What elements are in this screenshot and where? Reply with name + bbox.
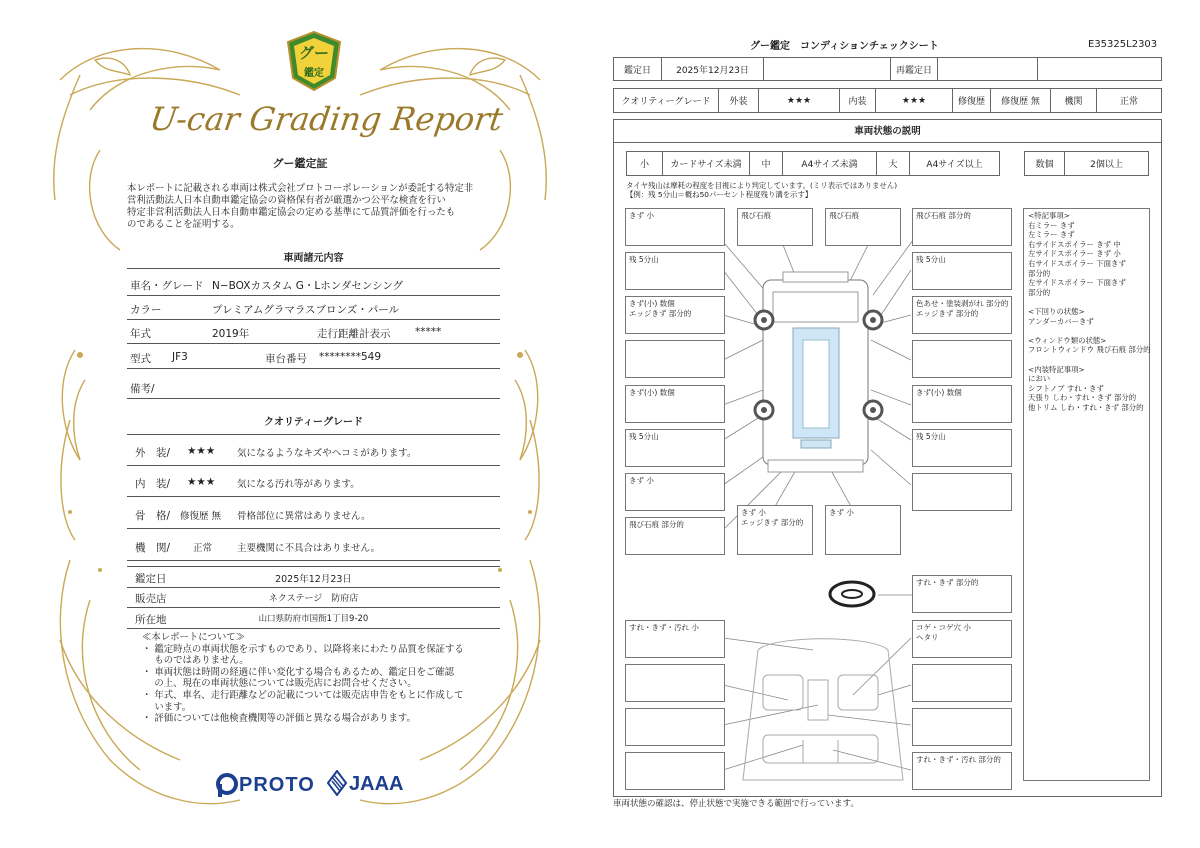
quality-label: 外 装/: [135, 447, 171, 459]
sheet-footer: 車両状態の確認は、停止状態で実施できる範囲で行っています。: [613, 799, 859, 809]
damage-label-box: 飛び石痕: [825, 208, 901, 246]
tire-label-box: 残 5分山: [625, 429, 725, 467]
damage-label-box-empty: [912, 340, 1012, 378]
spec-value: プレミアムグラマラスブロンズ・パール: [212, 304, 400, 316]
quality-row-engine: [127, 535, 500, 561]
jaaa-mark-icon: [327, 770, 347, 796]
intro-line: 営利活動法人日本自動車鑑定協会の資格保有者が厳選かつ公平な検査を行い: [127, 195, 446, 206]
repair-value: 修復歴 無: [991, 89, 1051, 112]
condition-section-title: 車両状態の説明: [854, 126, 921, 137]
damage-label-box: [625, 296, 725, 334]
interior-label-box: すれ・きず・汚れ 部分的: [912, 752, 1012, 790]
damage-label-box: [737, 505, 813, 555]
info-value: 山口県防府市国衙1丁目9-20: [258, 614, 369, 624]
quality-rating: 修復歴 無: [180, 511, 222, 522]
spec-label: 型式: [130, 353, 151, 365]
spec-value: N−BOXカスタム G・Lホンダセンシング: [212, 280, 404, 292]
date-row: [613, 57, 1162, 81]
divider: [127, 434, 500, 435]
info-row-date: [127, 566, 500, 588]
damage-label-line: きず 小: [741, 508, 766, 517]
size-large-desc: A4サイズ以上: [926, 160, 983, 170]
exterior-label: 外装: [719, 89, 759, 112]
damage-label-box: きず(小) 数個: [625, 385, 725, 423]
note-line: 他トリム しわ・すれ・きず 部分的: [1028, 402, 1144, 412]
engine-value: 正常: [1119, 97, 1138, 107]
steering-wheel-icon: [830, 582, 874, 606]
size-large-label: 大: [877, 152, 910, 175]
spec-row-remarks: [127, 376, 500, 399]
date-label: 鑑定日: [614, 58, 662, 80]
car-interior-icon: [743, 639, 903, 780]
count-label: 数個: [1025, 152, 1065, 175]
note-line: 天張り しわ・すれ・きず 部分的: [1028, 393, 1137, 403]
note-line: 右ミラー きず: [1028, 220, 1075, 230]
note-line: <ウィンドウ類の状態>: [1028, 335, 1107, 345]
note-line: 左サイドスポイラー きず 小: [1028, 249, 1121, 259]
damage-label-box: きず 小: [825, 505, 901, 555]
spec-section-title: 車両諸元内容: [283, 253, 344, 264]
exterior-rating: ★★★: [759, 89, 840, 112]
date-blank: [764, 58, 891, 80]
note-line: フロントウィンドウ 飛び石痕 部分的: [1028, 345, 1151, 355]
badge-bottom-text: 鑑定: [304, 68, 324, 79]
interior-label-box-empty: [625, 752, 725, 790]
size-legend: [626, 151, 1000, 176]
interior-label-box-empty: [625, 664, 725, 702]
quality-label: 機 関/: [135, 542, 171, 554]
size-small-desc: カードサイズ未満: [663, 152, 750, 175]
damage-label-box: きず(小) 数個: [912, 385, 1012, 423]
sheet-code: E35325L2303: [1088, 39, 1158, 50]
quality-text: 骨格部位に異常はありません。: [237, 511, 371, 522]
note-line: アンダーカバーきず: [1028, 316, 1094, 326]
spec-label: 車台番号: [265, 353, 307, 365]
interior-rating: ★★★: [876, 89, 953, 112]
interior-label: 内装: [840, 89, 876, 112]
damage-label-line: 色あせ・塗装剥がれ 部分的: [916, 299, 1009, 308]
damage-label-box-empty: [912, 473, 1012, 511]
report-notes: [142, 632, 502, 725]
damage-label-line: きず(小) 数個: [629, 299, 675, 308]
quality-row-exterior: [127, 440, 500, 466]
redate-blank: [1038, 58, 1161, 80]
spec-value: JF3: [172, 351, 188, 363]
note-line: 部分的: [1028, 287, 1051, 297]
quality-section-title: クオリティーグレード: [264, 417, 363, 428]
jaaa-text: JAAA: [349, 773, 404, 795]
damage-label-line: エッジきず 部分的: [741, 518, 804, 527]
info-label: 鑑定日: [135, 573, 167, 585]
count-legend: [1024, 151, 1149, 176]
notes-line: ものではありません。: [142, 655, 249, 667]
note-line: <内装特記事項>: [1028, 364, 1085, 374]
info-label: 所在地: [135, 614, 167, 626]
damage-label-box-empty: [625, 340, 725, 378]
damage-label-box: きず 小: [625, 208, 725, 246]
spec-value: ********549: [319, 351, 382, 363]
quality-row-interior: [127, 471, 500, 497]
size-medium-desc: A4サイズ未満: [783, 152, 877, 175]
note-line: <特記事項>: [1028, 211, 1070, 220]
spec-label: カラー: [130, 304, 162, 316]
count-desc: 2個以上: [1090, 160, 1123, 170]
size-medium-label: 中: [750, 152, 783, 175]
quality-rating: 正常: [193, 543, 213, 554]
spec-label: 備考/: [130, 383, 155, 395]
interior-label-box: すれ・きず・汚れ 小: [625, 620, 725, 658]
note-line: 右サイドスポイラー きず 中: [1028, 239, 1121, 249]
notes-line: います。: [142, 701, 192, 713]
proto-text: PROTO: [239, 774, 315, 796]
repair-label: 修復歴: [953, 89, 991, 112]
info-value: ネクステージ 防府店: [268, 594, 359, 604]
spec-value: 2019年: [212, 328, 250, 340]
proto-p-icon: [215, 772, 239, 798]
divider: [613, 142, 1162, 143]
quality-text: 主要機関に不具合はありません。: [237, 543, 381, 554]
interior-label-box-empty: [912, 664, 1012, 702]
info-label: 販売店: [135, 593, 167, 605]
damage-label-box: きず 小: [625, 473, 725, 511]
note-line: [1028, 355, 1145, 365]
grade-label: クオリティーグレード: [614, 89, 719, 112]
damage-label-box: 飛び石痕 部分的: [912, 208, 1012, 246]
redate-label: 再鑑定日: [891, 58, 938, 80]
jaaa-logo: [327, 770, 404, 800]
spec-row-name: [127, 273, 500, 296]
tire-label-box: 残 5分山: [625, 252, 725, 290]
special-notes-panel: [1023, 208, 1150, 781]
tire-note: タイヤ残山は摩耗の程度を目視により判定しています。(ミリ表示ではありません): [626, 181, 898, 190]
quality-rating: ★★★: [187, 445, 216, 457]
car-topview-icon: [755, 272, 882, 472]
tire-label-box: 残 5分山: [912, 252, 1012, 290]
redate-value: [938, 58, 1038, 80]
report-script-title: U-car Grading Report: [147, 100, 506, 138]
interior-label-line: コゲ・コゲ穴 小: [916, 623, 971, 632]
damage-label-box: 飛び石痕: [737, 208, 813, 246]
engine-label: 機関: [1051, 89, 1097, 112]
notes-line: の上、現在の車両状態については販売店にお問合せください。: [142, 678, 417, 690]
spec-row-year: [127, 321, 500, 344]
info-row-address: [127, 608, 500, 629]
note-line: <下回りの状態>: [1028, 306, 1085, 316]
tire-label-box: 残 5分山: [912, 429, 1012, 467]
intro-line: 本レポートに記載される車両は株式会社プロトコーポレーションが委託する特定非: [127, 183, 474, 194]
damage-label-line: エッジきず 部分的: [629, 309, 692, 318]
quality-label: 内 装/: [135, 478, 171, 490]
note-line: 部分的: [1028, 268, 1051, 278]
damage-label-box: 飛び石痕 部分的: [625, 517, 725, 555]
spec-label: 年式: [130, 328, 151, 340]
sheet-title: グー鑑定 コンディションチェックシート: [750, 41, 939, 52]
spec-row-color: [127, 297, 500, 320]
interior-label-box: すれ・きず 部分的: [912, 575, 1012, 613]
quality-label: 骨 格/: [135, 510, 171, 522]
interior-label-box: [912, 620, 1012, 658]
info-row-dealer: [127, 587, 500, 608]
damage-label-line: エッジきず 部分的: [916, 309, 979, 318]
spec-label: 走行距離計表示: [317, 328, 391, 340]
quality-row-frame: [127, 503, 500, 529]
note-line: [1028, 297, 1145, 307]
quality-text: 気になるようなキズやヘコミがあります。: [237, 448, 417, 459]
interior-label-line: ヘタリ: [916, 633, 939, 642]
quality-rating: ★★★: [187, 476, 216, 488]
divider: [127, 268, 500, 269]
damage-label-box: [912, 296, 1012, 334]
note-line: [1028, 326, 1145, 336]
date-value: 2025年12月23日: [662, 58, 764, 80]
notes-title: ≪本レポートについて≫: [142, 632, 245, 643]
quality-text: 気になる汚れ等があります。: [237, 479, 360, 490]
notes-line: ・ 鑑定時点の車両状態を示すものであり、以降将来にわたり品質を保証する: [142, 643, 464, 655]
info-value: 2025年12月23日: [275, 574, 352, 585]
note-line: 右サイドスポイラー 下面きず: [1028, 258, 1126, 268]
badge-top-text: グー: [298, 44, 329, 62]
interior-label-box-empty: [625, 708, 725, 746]
proto-logo: [215, 772, 315, 802]
notes-line: ・ 評価については他検査機関等の評価と異なる場合があります。: [142, 713, 416, 725]
intro-line: のであることを証明する。: [127, 219, 240, 230]
tire-note-example: 【例：残 5分山＝概ね50パーセント程度残り溝を示す】: [626, 190, 813, 199]
note-line: 左ミラー きず: [1028, 230, 1075, 240]
intro-line: 特定非営利活動法人日本自動車鑑定協会の定める基準にて品質評価を行ったも: [127, 207, 456, 218]
note-line: 左サイドスポイラー 下面きず: [1028, 278, 1126, 288]
spec-value: *****: [415, 326, 442, 338]
note-line: シフトノブ すれ・きず: [1028, 383, 1104, 393]
spec-label: 車名・グレード: [130, 280, 204, 292]
grade-row: [613, 88, 1162, 113]
goo-kantei-badge: [285, 30, 343, 92]
notes-line: ・ 年式、車名、走行距離などの記載については販売店申告をもとに作成して: [142, 689, 464, 701]
note-line: におい: [1028, 374, 1051, 384]
size-small-label: 小: [627, 152, 663, 175]
spec-row-model: [127, 346, 500, 369]
certificate-title: グー鑑定証: [272, 157, 328, 170]
interior-label-box-empty: [912, 708, 1012, 746]
intro-paragraph: [127, 183, 497, 231]
notes-line: ・ 車両状態は時間の経過に伴い変化する場合もあるため、鑑定日をご確認: [142, 666, 454, 678]
